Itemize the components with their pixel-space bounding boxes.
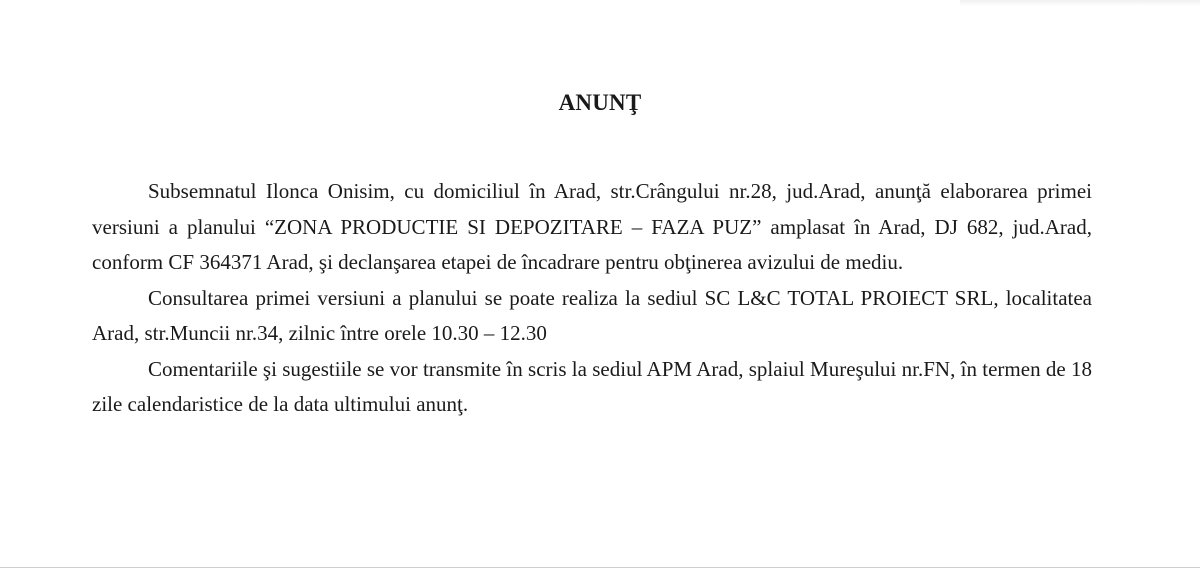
paragraph-consultation: Consultarea primei versiuni a planului se poate realiza la sediul SC L&C TOTAL PROIECT SRL, localitatea Arad, str.Muncii nr.34, zilnic între orele 10.30 – 12.30 (92, 285, 1092, 345)
paragraph-announcement: Subsemnatul Ilonca Onisim, cu domiciliul în Arad, str.Crângului nr.28, jud.Arad, anunţă elaborarea primei versiuni a planului “ZONA PRODUCTIE SI DEPOZITARE – FAZA PUZ” amplasat în Arad, DJ 682, jud.Arad, conform CF 364371 Arad, şi declanşarea etapei de încadrare pentru obţinerea avizului de mediu. (92, 179, 1092, 274)
paragraph-comments: Comentariile şi sugestiile se vor transmite în scris la sediul APM Arad, splaiul Mureşului nr.FN, în termen de 18 zile calendaristice de la data ultimului anunţ. (92, 356, 1092, 416)
page-bottom-divider (0, 567, 1200, 568)
page-edge-shadow (960, 0, 1200, 6)
document-title: ANUNŢ (558, 90, 642, 115)
document-body (92, 174, 1092, 423)
